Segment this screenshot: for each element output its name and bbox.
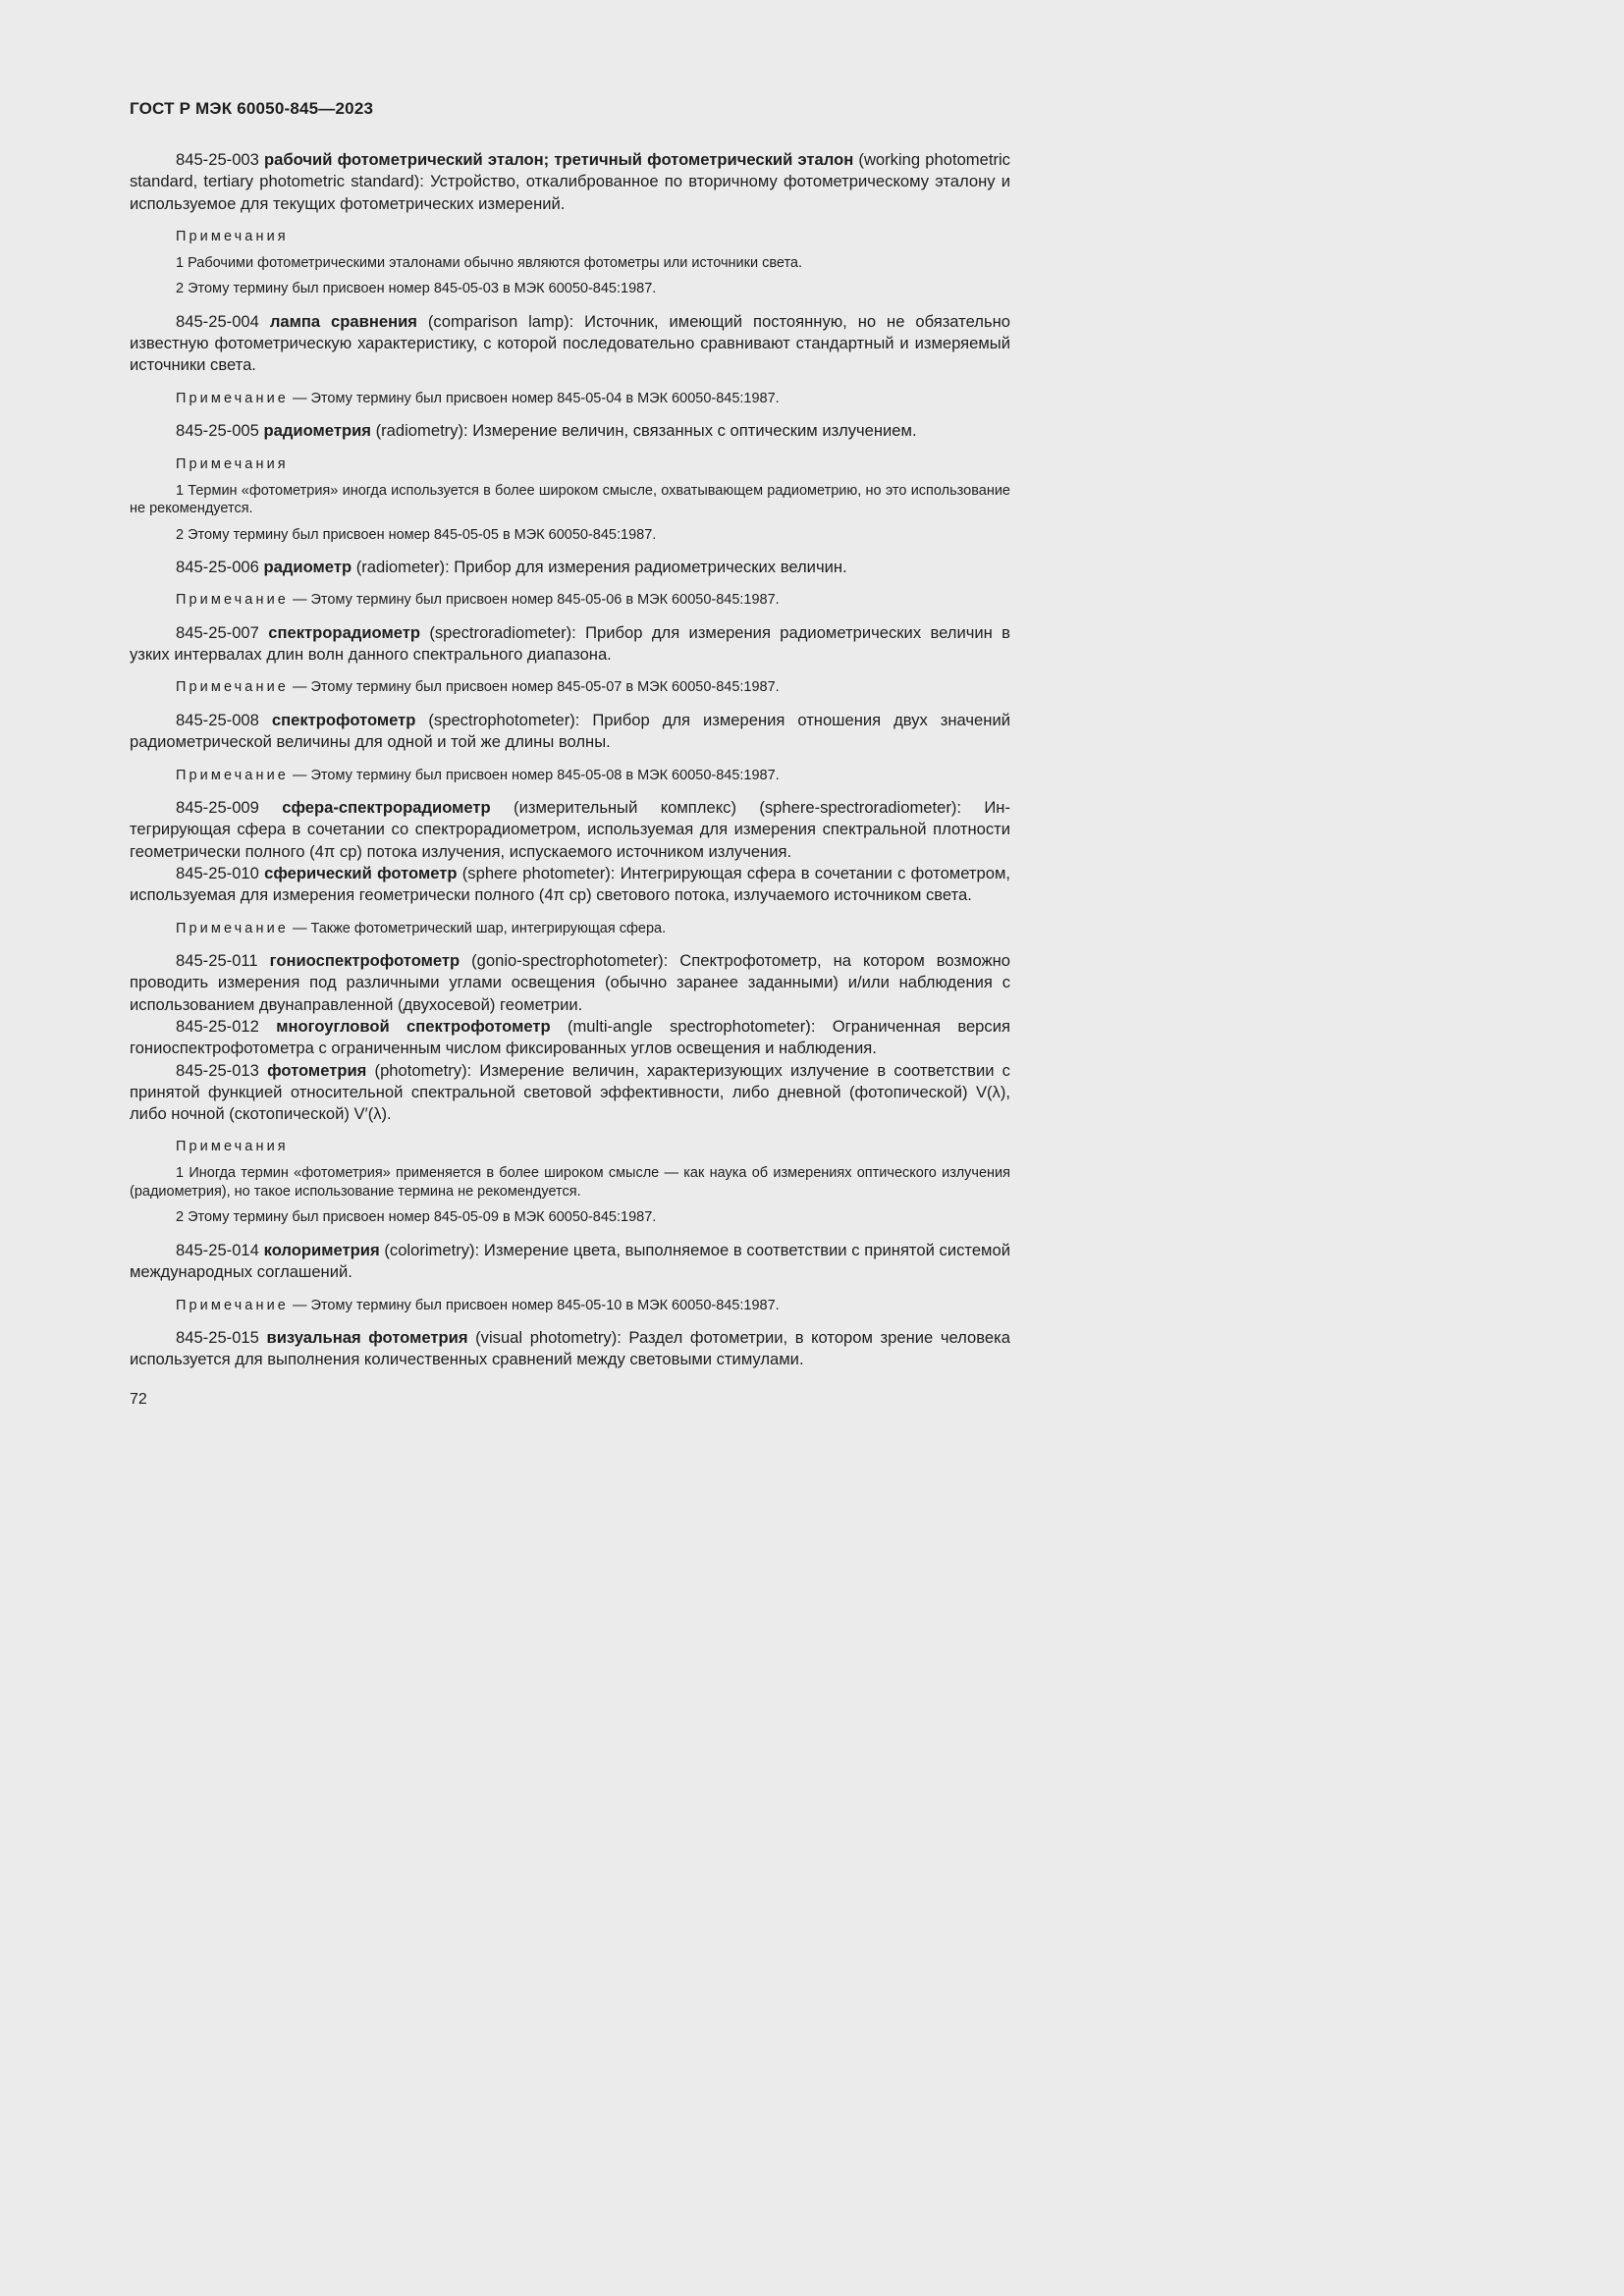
term-definition: (radiometry): Измерение величин, связанных с оптическим излучением. (375, 421, 917, 441)
term-number: 845-25-012 (176, 1016, 259, 1036)
term-definition: (photometry): Измерение величин, характеризующих излучение в соответствии с принятой функцией относительной спектральной световой эффективности, либо дневной (фотопической) V(λ), либо ночной (скотопической) V′(λ). (130, 1060, 1010, 1124)
page-header: ГОСТ Р МЭК 60050-845—2023 (130, 99, 374, 118)
term-definition: (spectroradiometer): Прибор для измерения радиометрических величин в узких интервалах длин волн данного спектрального диапазона. (130, 622, 1010, 665)
note-text: — Этому термину был присвоен номер 845-05-08 в МЭК 60050-845:1987. (292, 767, 780, 783)
term-definition: (gonio-spectrophotometer): Спектрофотометр, на котором возможно проводить измерения под различными углами освещения (обычно заранее заданными) и/или наблюдения с использованием двунаправленной (двухосевой) геометрии. (130, 951, 1010, 1014)
term-definition: (измерительный комплекс) (sphere-spectroradiometer): Интегрирующая сфера в сочетании со спектрорадиометром, используемая для измерения спектральной плотности геометрически полного (4π ср) потока излучения, испускаемого источником излучения. (130, 798, 1010, 861)
note-label: Примечание (176, 390, 289, 406)
term-entry-011 (130, 950, 1010, 1016)
notes-heading: Примечания (176, 455, 289, 472)
term-entry-009 (130, 797, 1010, 863)
term-name: сферический фотометр (264, 863, 458, 882)
note-single (176, 591, 1010, 610)
term-entry-005 (130, 420, 1010, 442)
note-label: Примечание (176, 1297, 289, 1313)
term-name: сфера-спектрорадиометр (282, 798, 491, 818)
term-entry-003 (130, 149, 1010, 215)
document-body (130, 149, 1010, 1384)
term-number: 845-25-006 (176, 558, 259, 577)
notes-heading: Примечания (176, 1139, 289, 1155)
term-number: 845-25-004 (176, 311, 259, 331)
note-item: 1 Рабочими фотометрическими эталонами обычно являются фотометры или источники света. (176, 254, 803, 271)
term-name: радиометрия (263, 421, 371, 441)
note-item: 1 Иногда термин «фотометрия» применяется в более широком смысле — как наука об измерениях оптического излучения (радиометрия), но такое использование термина не рекомендуется. (130, 1165, 1010, 1200)
term-name: радиометр (263, 558, 352, 577)
term-number: 845-25-014 (176, 1240, 259, 1259)
term-name: фотометрия (267, 1060, 367, 1080)
term-definition: (sphere photometer): Интегрирующая сфера в сочетании с фотометром, используемая для измерения геометрически полного (4π ср) светового потока, излучаемого источником света. (130, 863, 1010, 905)
document-page (0, 0, 1089, 1539)
term-number: 845-25-005 (176, 421, 259, 441)
term-definition: (colorimetry): Измерение цвета, выполняемое в соответствии с принятой системой международных соглашений. (130, 1240, 1010, 1282)
term-number: 845-25-003 (176, 150, 259, 169)
term-name: многоугловой спектрофотометр (276, 1016, 551, 1036)
note-item: 2 Этому термину был присвоен номер 845-05-03 в МЭК 60050-845:1987. (176, 281, 657, 297)
term-entry-007 (130, 622, 1010, 667)
note-text: — Этому термину был присвоен номер 845-05-10 в МЭК 60050-845:1987. (292, 1297, 780, 1313)
term-definition: (multi-angle spectrophotometer): Ограниченная версия гониоспектрофотометра с ограниченным числом фиксированных углов освещения и наблюдения. (130, 1016, 1010, 1058)
term-entry-008 (130, 710, 1010, 754)
term-name: рабочий фотометрический эталон; третичный фотометрический эталон (264, 150, 854, 169)
term-entry-013 (130, 1060, 1010, 1126)
note-label: Примечание (176, 920, 289, 936)
term-name: спектрофотометр (271, 710, 416, 729)
term-number: 845-25-007 (176, 622, 259, 642)
note-item: 2 Этому термину был присвоен номер 845-05-09 в МЭК 60050-845:1987. (176, 1209, 657, 1226)
term-number: 845-25-011 (176, 951, 258, 971)
note-label: Примечание (176, 767, 289, 783)
term-entry-015 (130, 1327, 1010, 1371)
term-name: колориметрия (263, 1240, 380, 1259)
term-definition: (spectrophotometer): Прибор для измерения отношения двух значений радиометрической величины для одной и той же длины волны. (130, 710, 1010, 752)
term-name: визуальная фотометрия (266, 1328, 468, 1348)
note-item: 2 Этому термину был присвоен номер 845-05-05 в МЭК 60050-845:1987. (176, 526, 657, 543)
page-number: 72 (130, 1391, 147, 1408)
note-text: — Этому термину был присвоен номер 845-05-07 в МЭК 60050-845:1987. (292, 679, 780, 696)
term-definition: (visual photometry): Раздел фотометрии, в котором зрение человека используется для выполнения количественных сравнений между световыми стимулами. (130, 1328, 1010, 1369)
note-single (176, 767, 1010, 785)
notes-heading: Примечания (176, 228, 289, 244)
term-name: гониоспектрофотометр (269, 951, 460, 971)
term-number: 845-25-013 (176, 1060, 259, 1080)
term-definition: (working photometric standard, tertiary photometric standard): Устройство, откалиброванное по вторичному фотометрическому эталону и используемое для текущих фотометрических измерений. (130, 150, 1010, 213)
term-number: 845-25-008 (176, 710, 259, 729)
term-name: спектрорадиометр (268, 622, 420, 642)
note-label: Примечание (176, 592, 289, 609)
term-definition: (radiometer): Прибор для измерения радиометрических величин. (355, 558, 847, 577)
term-name: лампа сравнения (269, 311, 417, 331)
term-number: 845-25-010 (176, 863, 259, 882)
term-entry-014 (130, 1240, 1010, 1284)
note-single (176, 920, 1010, 938)
note-text: — Этому термину был присвоен номер 845-05-04 в МЭК 60050-845:1987. (292, 390, 780, 406)
note-single (176, 390, 1010, 408)
note-single (176, 678, 1010, 697)
term-number: 845-25-009 (176, 798, 259, 818)
term-definition: (comparison lamp): Источник, имеющий постоянную, но не обязательно известную фотометрическую характеристику, с которой последовательно сравнивают стандартный и измеряемый источники света. (130, 311, 1010, 375)
note-text: — Также фотометрический шар, интегрирующая сфера. (292, 920, 667, 936)
note-text: — Этому термину был присвоен номер 845-05-06 в МЭК 60050-845:1987. (292, 592, 780, 609)
term-entry-006 (130, 557, 1010, 578)
term-entry-010 (130, 863, 1010, 907)
note-single (176, 1297, 1010, 1315)
term-entry-012 (130, 1016, 1010, 1060)
term-number: 845-25-015 (176, 1328, 259, 1348)
term-entry-004 (130, 311, 1010, 377)
note-item: 1 Термин «фотометрия» иногда используется в более широком смысле, охватывающем радиометрию, но это использование не рекомендуется. (130, 482, 1010, 517)
note-label: Примечание (176, 679, 289, 696)
